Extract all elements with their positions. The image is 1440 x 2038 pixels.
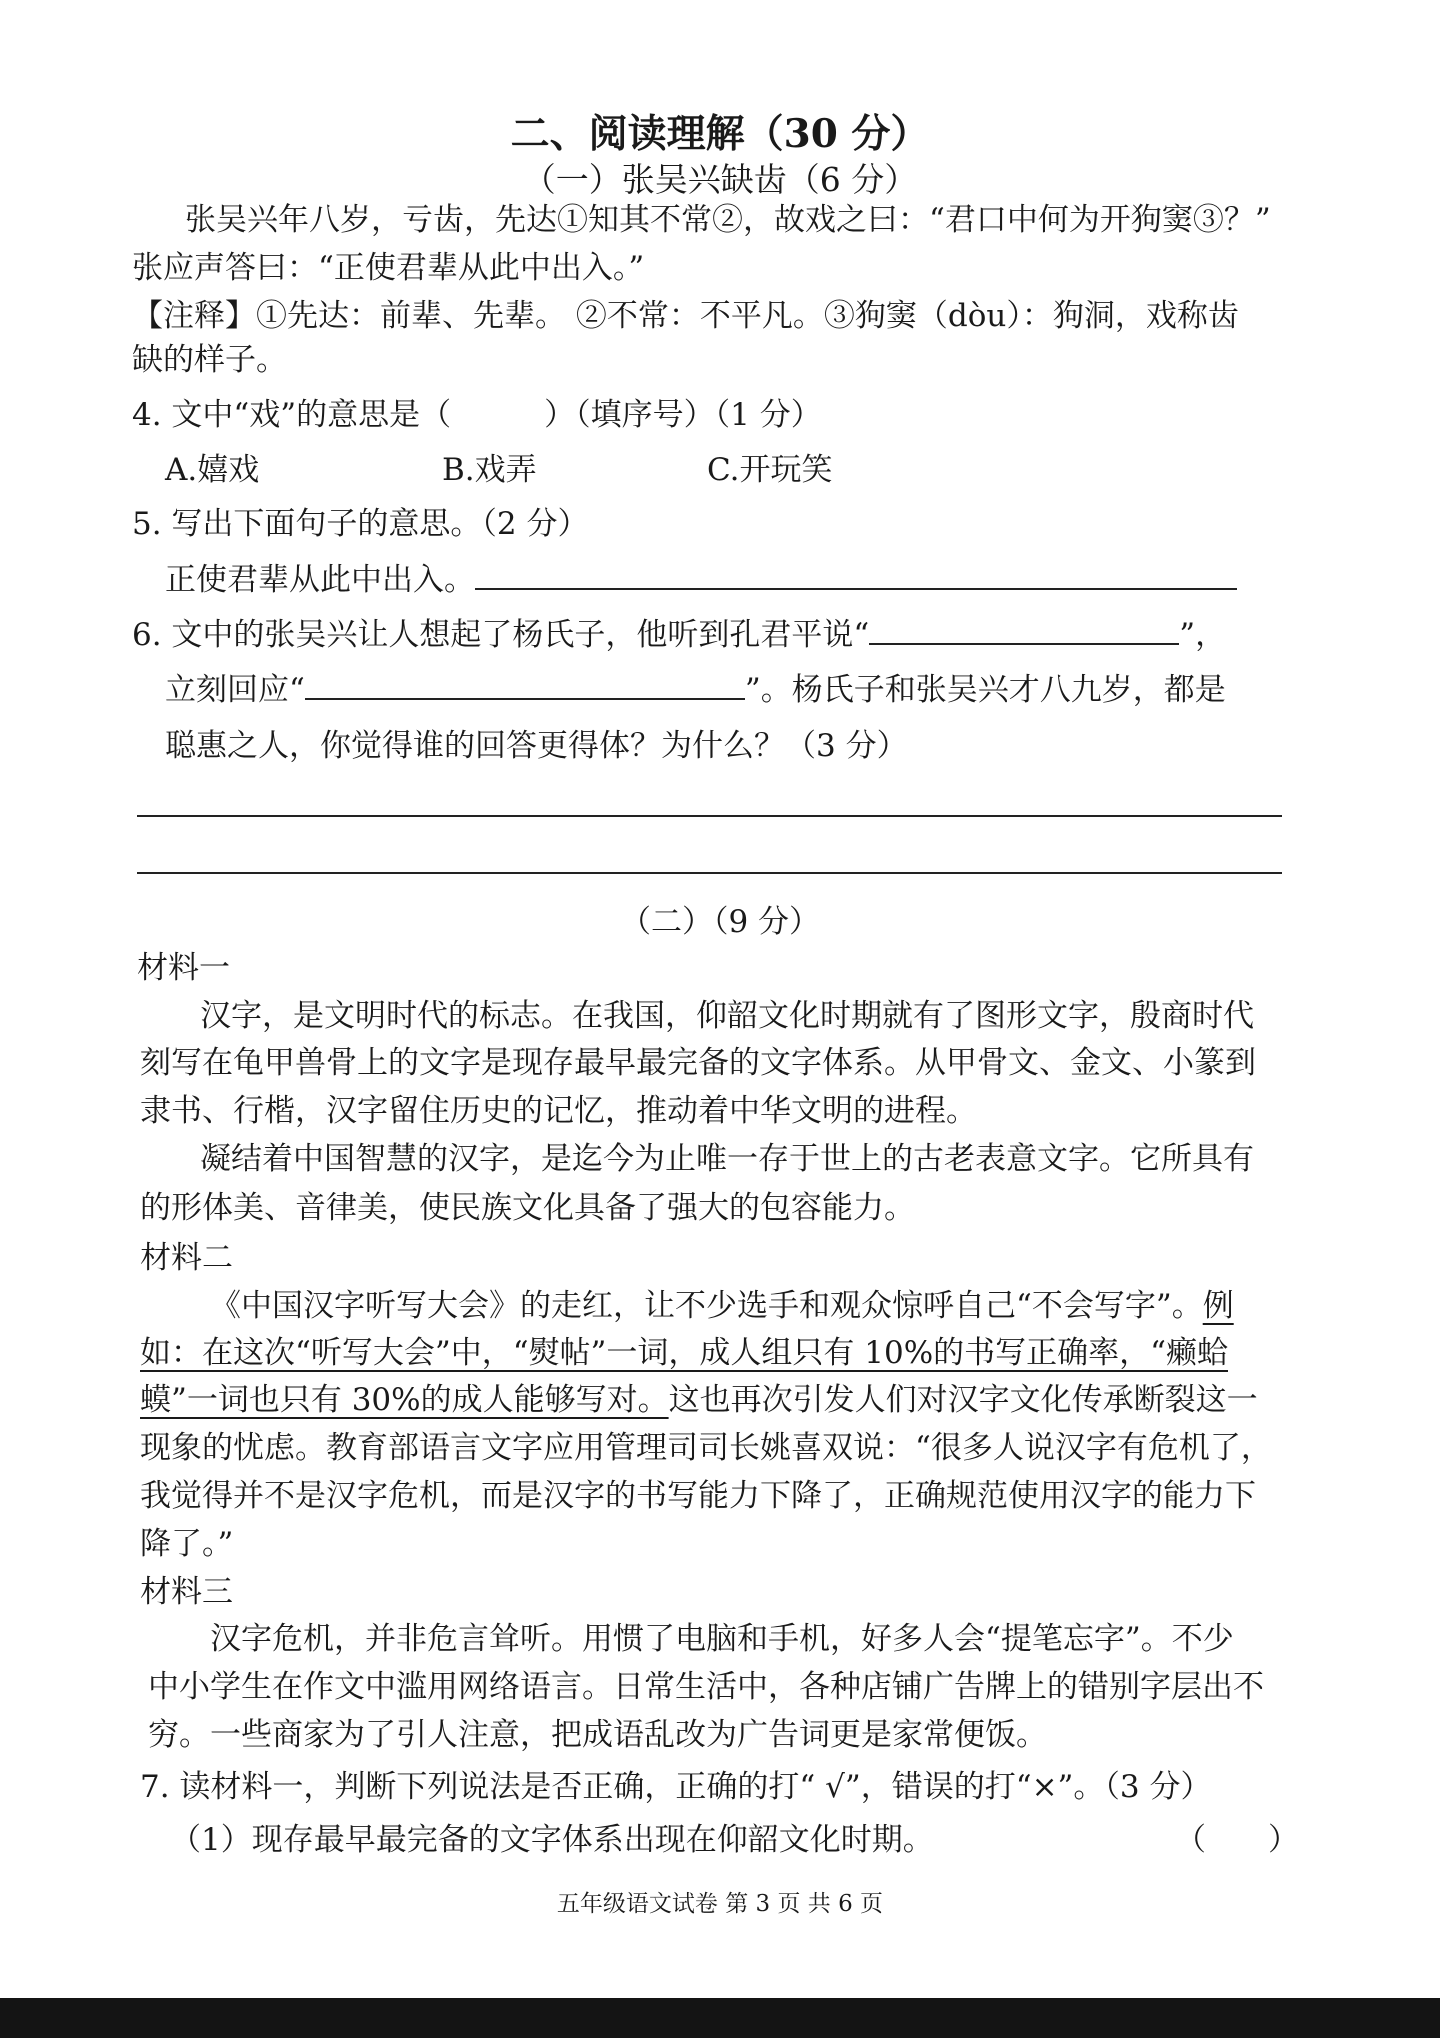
material-2-underlined-end: 蟆”一词也只有 30%的成人能够写对。: [140, 1382, 669, 1418]
material-2-underlined-start: 例: [1202, 1288, 1234, 1324]
material-3-line-1: 汉字危机，并非危言耸听。用惯了电脑和手机，好多人会“提笔忘字”。不少: [210, 1621, 1234, 1657]
material-2-line-5: 我觉得并不是汉字危机，而是汉字的书写能力下降了，正确规范使用汉字的能力下: [140, 1478, 1256, 1514]
material-3-label: 材料三: [140, 1574, 233, 1610]
q5-sentence-text: 正使君辈从此中出入。: [165, 562, 475, 598]
q5-answer-blank[interactable]: [475, 560, 1237, 590]
q6-text-d: ”。杨氏子和张吴兴才八九岁，都是: [744, 672, 1226, 708]
material-2-label: 材料二: [140, 1240, 233, 1276]
material-2-line-6: 降了。”: [140, 1526, 234, 1562]
passage-line-1: 张吴兴年八岁，亏齿，先达①知其不常②，故戏之曰：“君口中何为开狗窦③？”: [185, 202, 1271, 238]
material-1-line-3: 隶书、行楷，汉字留住历史的记忆，推动着中华文明的进程。: [140, 1093, 977, 1129]
q4-option-c: C.开玩笑: [707, 452, 833, 488]
q6-text-b: ”，: [1179, 617, 1227, 653]
passage-line-2: 张应声答曰：“正使君辈从此中出入。”: [132, 250, 645, 286]
question-6-line-2: [165, 670, 1226, 710]
question-7: 7. 读材料一，判断下列说法是否正确，正确的打“ √”，错误的打“×”。（3 分）: [140, 1769, 1212, 1805]
q5-sentence: [165, 560, 1237, 600]
question-6-line-1: [132, 615, 1226, 655]
page-footer: 五年级语文试卷 第 3 页 共 6 页: [556, 1891, 884, 1917]
material-2-line-3-text: 这也再次引发人们对汉字文化传承断裂这一: [668, 1382, 1258, 1418]
material-1-line-2: 刻写在龟甲兽骨上的文字是现存最早最完备的文字体系。从甲骨文、金文、小篆到: [140, 1045, 1256, 1081]
material-2-line-1-text: 《中国汉字听写大会》的走红，让不少选手和观众惊呼自己“不会写字”。: [210, 1288, 1203, 1324]
material-1-line-4: 凝结着中国智慧的汉字，是迄今为止唯一存于世上的古老表意文字。它所具有: [200, 1141, 1254, 1177]
material-2-line-3: [140, 1380, 1258, 1420]
question-5: 5. 写出下面句子的意思。（2 分）: [132, 506, 589, 542]
material-2-line-2-underlined: 如：在这次“听写大会”中，“熨帖”一词，成人组只有 10%的书写正确率，“癞蛤: [140, 1335, 1228, 1371]
material-3-line-3: 穷。一些商家为了引人注意，把成语乱改为广告词更是家常便饭。: [148, 1717, 1047, 1753]
material-1-label: 材料一: [137, 950, 230, 986]
annotation-line-1: 【注释】①先达：前辈、先辈。 ②不常：不平凡。③狗窦（dòu）：狗洞，戏称齿: [132, 298, 1239, 334]
q6-answer-line-2[interactable]: [137, 872, 1282, 874]
section-title: 二、阅读理解（30 分）: [510, 111, 930, 157]
part2-heading: （二）（9 分）: [619, 904, 821, 940]
material-3-line-2: 中小学生在作文中滥用网络语言。日常生活中，各种店铺广告牌上的错别字层出不: [148, 1669, 1264, 1705]
q4-option-b: B.戏弄: [442, 452, 537, 488]
material-2-line-4: 现象的忧虑。教育部语言文字应用管理司司长姚喜双说：“很多人说汉字有危机了，: [140, 1430, 1272, 1466]
material-1-line-5: 的形体美、音律美，使民族文化具备了强大的包容能力。: [140, 1190, 915, 1226]
q6-text-a: 6. 文中的张吴兴让人想起了杨氏子，他听到孔君平说“: [132, 617, 870, 653]
material-1-line-1: 汉字，是文明时代的标志。在我国，仰韶文化时期就有了图形文字，殷商时代: [200, 998, 1254, 1034]
q7-item-1-answer[interactable]: （ ）: [1175, 1822, 1299, 1858]
q4-option-a: A.嬉戏: [165, 452, 260, 488]
annotation-line-2: 缺的样子。: [132, 342, 287, 378]
q6-text-c: 立刻回应“: [165, 672, 305, 708]
q6-blank-2[interactable]: [305, 670, 745, 700]
scan-edge-shadow: [0, 1998, 1440, 2038]
question-6-line-3: 聪惠之人，你觉得谁的回答更得体？为什么？（3 分）: [165, 728, 908, 764]
question-4: 4. 文中“戏”的意思是（ ）（填序号）（1 分）: [132, 397, 822, 433]
q7-item-1: （1）现存最早最完备的文字体系出现在仰韶文化时期。: [170, 1822, 934, 1858]
q6-blank-1[interactable]: [869, 615, 1179, 645]
q6-answer-line-1[interactable]: [137, 815, 1282, 817]
part1-heading: （一）张吴兴缺齿（6 分）: [522, 160, 918, 199]
material-2-line-1: [210, 1286, 1234, 1326]
